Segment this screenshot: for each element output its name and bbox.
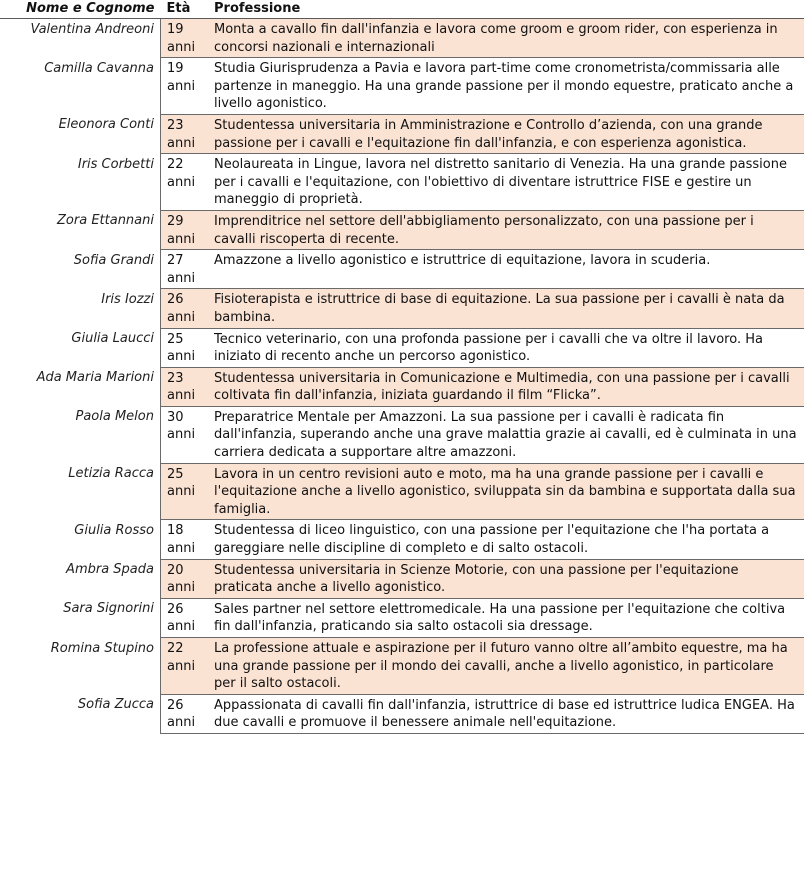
person-profession: Fisioterapista e istruttrice di base di equitazione. La sua passione per i cavalli è nata da bambina. <box>207 289 804 328</box>
age-unit: anni <box>167 427 196 443</box>
person-age <box>161 58 208 115</box>
age-unit: anni <box>167 484 196 500</box>
age-unit: anni <box>167 309 196 325</box>
person-name: Paola Melon <box>0 406 161 463</box>
person-profession: Studentessa di liceo linguistico, con una passione per l'equitazione che l'ha portata a gareggiare nelle discipline di completo e di salto ostacoli. <box>207 520 804 559</box>
table-row <box>0 406 804 463</box>
person-name: Giulia Rosso <box>0 520 161 559</box>
table-row <box>0 210 804 249</box>
person-profession: Neolaureata in Lingue, lavora nel distretto sanitario di Venezia. Ha una grande passione per i cavalli e l'equitazione, con l'obiettivo di diventare istruttrice FISE e gestire un maneggio di proprietà. <box>207 154 804 211</box>
person-age <box>161 520 208 559</box>
table-row <box>0 598 804 637</box>
age-value: 18 <box>167 523 184 539</box>
age-unit: anni <box>167 39 196 55</box>
age-value: 25 <box>167 466 184 482</box>
person-profession: Amazzone a livello agonistico e istruttrice di equitazione, lavora in scuderia. <box>207 250 804 289</box>
table-row <box>0 154 804 211</box>
person-profession: Imprenditrice nel settore dell'abbigliamento personalizzato, con una passione per i cavalli riscoperta di recente. <box>207 210 804 249</box>
table-row <box>0 367 804 406</box>
person-age <box>161 406 208 463</box>
person-name: Letizia Racca <box>0 463 161 520</box>
person-profession: Monta a cavallo fin dall'infanzia e lavora come groom e groom rider, con esperienza in concorsi nazionali e internazionali <box>207 19 804 58</box>
person-name: Sara Signorini <box>0 598 161 637</box>
person-name: Sofia Grandi <box>0 250 161 289</box>
person-name: Iris Corbetti <box>0 154 161 211</box>
person-age <box>161 210 208 249</box>
age-value: 23 <box>167 117 184 133</box>
person-age <box>161 598 208 637</box>
age-value: 25 <box>167 331 184 347</box>
person-profession: La professione attuale e aspirazione per il futuro vanno oltre all’ambito equestre, ma ha una grande passione per il mondo dei cavalli, anche a livello agonistico, in particolare per il salto ostacoli. <box>207 638 804 695</box>
person-age <box>161 19 208 58</box>
table-row <box>0 520 804 559</box>
table-row <box>0 250 804 289</box>
age-unit: anni <box>167 658 196 674</box>
person-age <box>161 289 208 328</box>
person-name: Eleonora Conti <box>0 114 161 153</box>
person-age <box>161 154 208 211</box>
header-name: Nome e Cognome <box>0 0 161 19</box>
table-row <box>0 114 804 153</box>
header-profession: Professione <box>207 0 804 19</box>
person-profession: Appassionata di cavalli fin dall'infanzia, istruttrice di base ed istruttrice ludica ENGEA. Ha due cavalli e promuove il benessere animale nell'equitazione. <box>207 694 804 733</box>
table-row <box>0 694 804 733</box>
person-profession: Sales partner nel settore elettromedicale. Ha una passione per l'equitazione che coltiva fin dall'infanzia, praticando sia salto ostacoli sia dressage. <box>207 598 804 637</box>
person-age <box>161 463 208 520</box>
table-row <box>0 328 804 367</box>
age-value: 29 <box>167 213 184 229</box>
age-unit: anni <box>167 270 196 286</box>
age-value: 26 <box>167 697 184 713</box>
person-age <box>161 114 208 153</box>
person-profession: Studentessa universitaria in Scienze Motorie, con una passione per l'equitazione praticata anche a livello agonistico. <box>207 559 804 598</box>
age-value: 19 <box>167 61 184 77</box>
age-unit: anni <box>167 349 196 365</box>
age-unit: anni <box>167 619 196 635</box>
person-name: Iris Iozzi <box>0 289 161 328</box>
age-value: 19 <box>167 22 184 37</box>
person-name: Ada Maria Marioni <box>0 367 161 406</box>
person-name: Sofia Zucca <box>0 694 161 733</box>
age-unit: anni <box>167 580 196 596</box>
person-name: Zora Ettannani <box>0 210 161 249</box>
age-value: 26 <box>167 601 184 617</box>
person-age <box>161 694 208 733</box>
header-row <box>0 0 804 19</box>
person-age <box>161 250 208 289</box>
table-row <box>0 463 804 520</box>
person-age <box>161 559 208 598</box>
age-unit: anni <box>167 174 196 190</box>
person-profession: Studia Giurisprudenza a Pavia e lavora part-time come cronometrista/commissaria alle partenze in maneggio. Ha una grande passione per il mondo equestre, praticato anche a livello agonistico. <box>207 58 804 115</box>
person-name: Giulia Laucci <box>0 328 161 367</box>
person-name: Ambra Spada <box>0 559 161 598</box>
age-value: 22 <box>167 157 184 173</box>
age-unit: anni <box>167 231 196 247</box>
age-value: 30 <box>167 409 184 425</box>
age-unit: anni <box>167 135 196 151</box>
person-profession: Tecnico veterinario, con una profonda passione per i cavalli che va oltre il lavoro. Ha iniziato di recento anche un percorso agonistico. <box>207 328 804 367</box>
table-row <box>0 559 804 598</box>
table-row <box>0 638 804 695</box>
header-age: Età <box>161 0 208 19</box>
person-age <box>161 638 208 695</box>
age-unit: anni <box>167 388 196 404</box>
person-profession: Preparatrice Mentale per Amazzoni. La sua passione per i cavalli è radicata fin dall'infanzia, superando anche una grave malattia grazie ai cavalli, ed è culminata in una carriera dedicata a supportare altre amazzoni. <box>207 406 804 463</box>
person-age <box>161 367 208 406</box>
age-unit: anni <box>167 715 196 731</box>
age-value: 27 <box>167 253 184 269</box>
age-value: 26 <box>167 292 184 308</box>
person-profession: Lavora in un centro revisioni auto e moto, ma ha una grande passione per i cavalli e l'equitazione anche a livello agonistico, sviluppata sin da bambina e supportata dalla sua famiglia. <box>207 463 804 520</box>
table-row <box>0 289 804 328</box>
age-unit: anni <box>167 541 196 557</box>
age-value: 22 <box>167 641 184 656</box>
person-name: Romina Stupino <box>0 638 161 695</box>
age-unit: anni <box>167 78 196 94</box>
person-name: Camilla Cavanna <box>0 58 161 115</box>
person-age <box>161 328 208 367</box>
age-value: 20 <box>167 562 184 578</box>
person-profession: Studentessa universitaria in Comunicazione e Multimedia, con una passione per i cavalli coltivata fin dall'infanzia, iniziata guardando il film “Flicka”. <box>207 367 804 406</box>
age-value: 23 <box>167 370 184 386</box>
person-name: Valentina Andreoni <box>0 19 161 58</box>
table-row <box>0 19 804 58</box>
table-row <box>0 58 804 115</box>
person-profession: Studentessa universitaria in Amministrazione e Controllo d’azienda, con una grande passione per i cavalli e l'equitazione fin dall'infanzia, e con esperienza agonistica. <box>207 114 804 153</box>
